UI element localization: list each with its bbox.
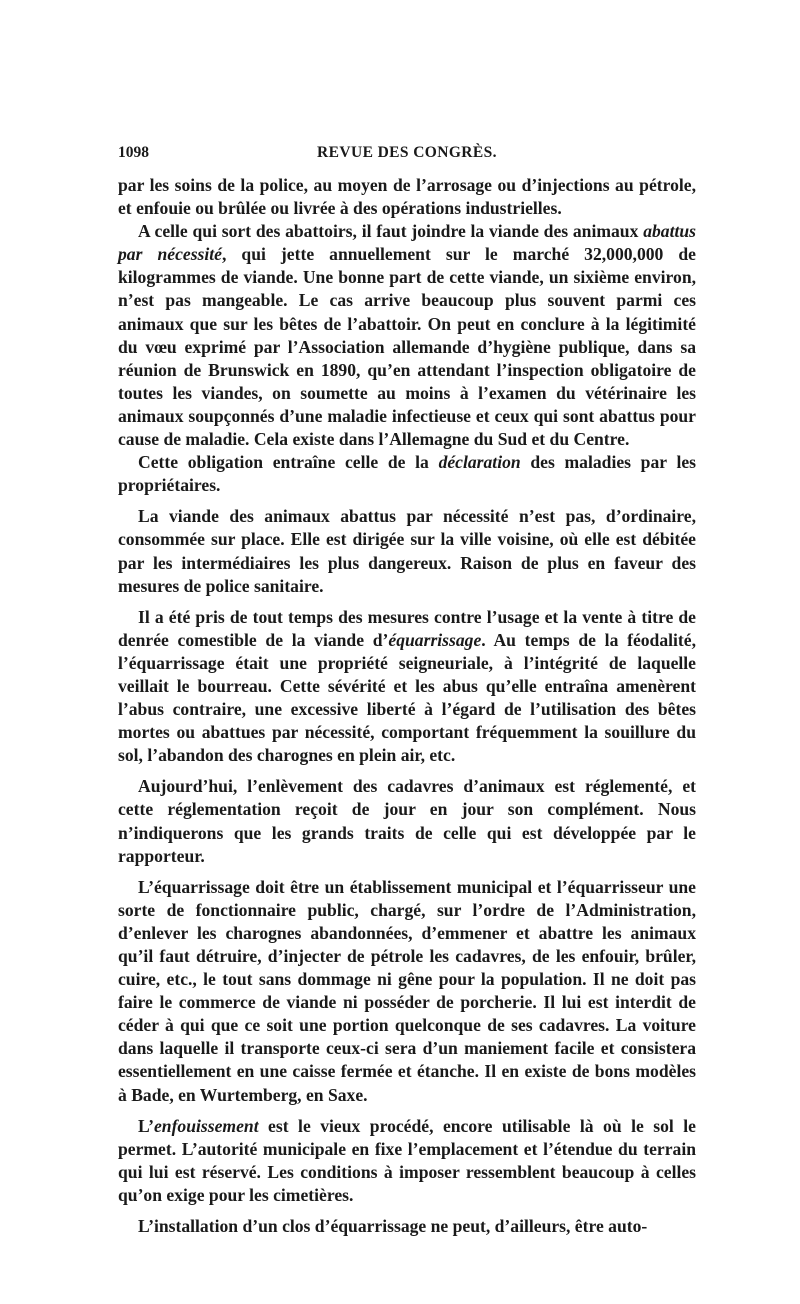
text-run: . Au temps de la féodalité, l’équarrissage était une propriété seigneuriale, à l’intégrité de laquelle veillait le bourreau. Cette sévérité et les abus qu’elle entraîna amenèrent l’abus contraire, une excessive liberté à l’égard de l’utilisation des bêtes mortes ou abattues par nécessité, comportant fréquemment la souillure du sol, l’abandon des charognes en plein air, etc. [118,629,696,766]
paragraph [118,1115,696,1207]
italic-term: déclaration [438,452,521,473]
paragraph [118,1215,696,1238]
paragraph [118,775,696,867]
text-run: par les soins de la police, au moyen de l’arrosage ou d’injections au pétrole, et enfouie ou brûlée ou livrée à des opérations industrielles. [118,175,696,219]
text-run: Il a été pris de tout temps des mesures contre l’usage et la vente à titre de denrée comestible de la viande d’ [118,606,696,650]
running-header [118,144,696,166]
text-run: est le vieux procédé, encore utilisable là où le sol le permet. L’autorité municipale en fixe l’emplacement et l’étendue du terrain qui lui est réservé. Les conditions à imposer ressemblent beaucoup à celles qu’on exige pour les cimetières. [118,1115,696,1205]
text-run: des maladies par les propriétaires. [118,452,697,496]
text-run: Cette obligation entraîne celle de la [138,452,439,473]
paragraph [118,505,696,597]
running-title: REVUE DES CONGRÈS. [317,144,497,161]
paragraph [118,876,696,1107]
text-run: L’installation d’un clos d’équarrissage ne peut, d’ailleurs, être auto- [138,1216,648,1237]
paragraph [118,606,696,768]
paragraph [118,174,696,220]
text-run: La viande des animaux abattus par nécessité n’est pas, d’ordinaire, consommée sur place. Elle est dirigée sur la ville voisine, où elle est débitée par les intermédiaires les plus dangereux. Raison de plus en faveur des mesures de police sanitaire. [118,506,696,596]
italic-term: enfouissement [153,1115,259,1136]
italic-term: abattus par nécessité [118,221,696,265]
text-run: A celle qui sort des abattoirs, il faut joindre la viande des animaux [138,221,644,242]
paragraph [118,451,696,497]
paragraph [118,220,696,451]
page-number: 1098 [118,144,149,161]
text-run: , qui jette annuellement sur le marché 32,000,000 de kilogrammes de viande. Une bonne part de cette viande, un sixième environ, n’est pas mangeable. Le cas arrive beaucoup plus souvent parmi ces animaux que sur les bêtes de l’abattoir. On peut en conclure à la légitimité du vœu exprimé par l’Association allemande d’hygiène publique, dans sa réunion de Brunswick en 1890, qu’en attendant l’inspection obligatoire de toutes les viandes, on soumette au moins à l’examen du vétérinaire les animaux soupçonnés d’une maladie infectieuse et ceux qui sont abattus pour cause de maladie. Cela existe dans l’Allemagne du Sud et du Centre. [118,244,696,450]
italic-term: équarrissage [388,629,482,650]
text-run: L’ [138,1115,154,1136]
document-page [118,144,696,1238]
text-run: Aujourd’hui, l’enlèvement des cadavres d’animaux est réglementé, et cette réglementation reçoit de jour en jour son complément. Nous n’indiquerons que les grands traits de celle qui est développée par le rapporteur. [118,776,696,866]
text-run: L’équarrissage doit être un établissement municipal et l’équarrisseur une sorte de fonctionnaire public, chargé, sur l’ordre de l’Administration, d’enlever les charognes abandonnées, d’emmener et abattre les animaux qu’il faut détruire, d’injecter de pétrole les cadavres, de les enfouir, brûler, cuire, etc., le tout sans dommage ni gêne pour la population. Il ne doit pas faire le commerce de viande ni posséder de porcherie. Il lui est interdit de céder à qui que ce soit une portion quelconque de ses cadavres. La voiture dans laquelle il transporte ceux-ci sera d’un maniement facile et consistera essentiellement en une caisse fermée et étanche. Il en existe de bons modèles à Bade, en Wurtemberg, en Saxe. [118,876,696,1105]
